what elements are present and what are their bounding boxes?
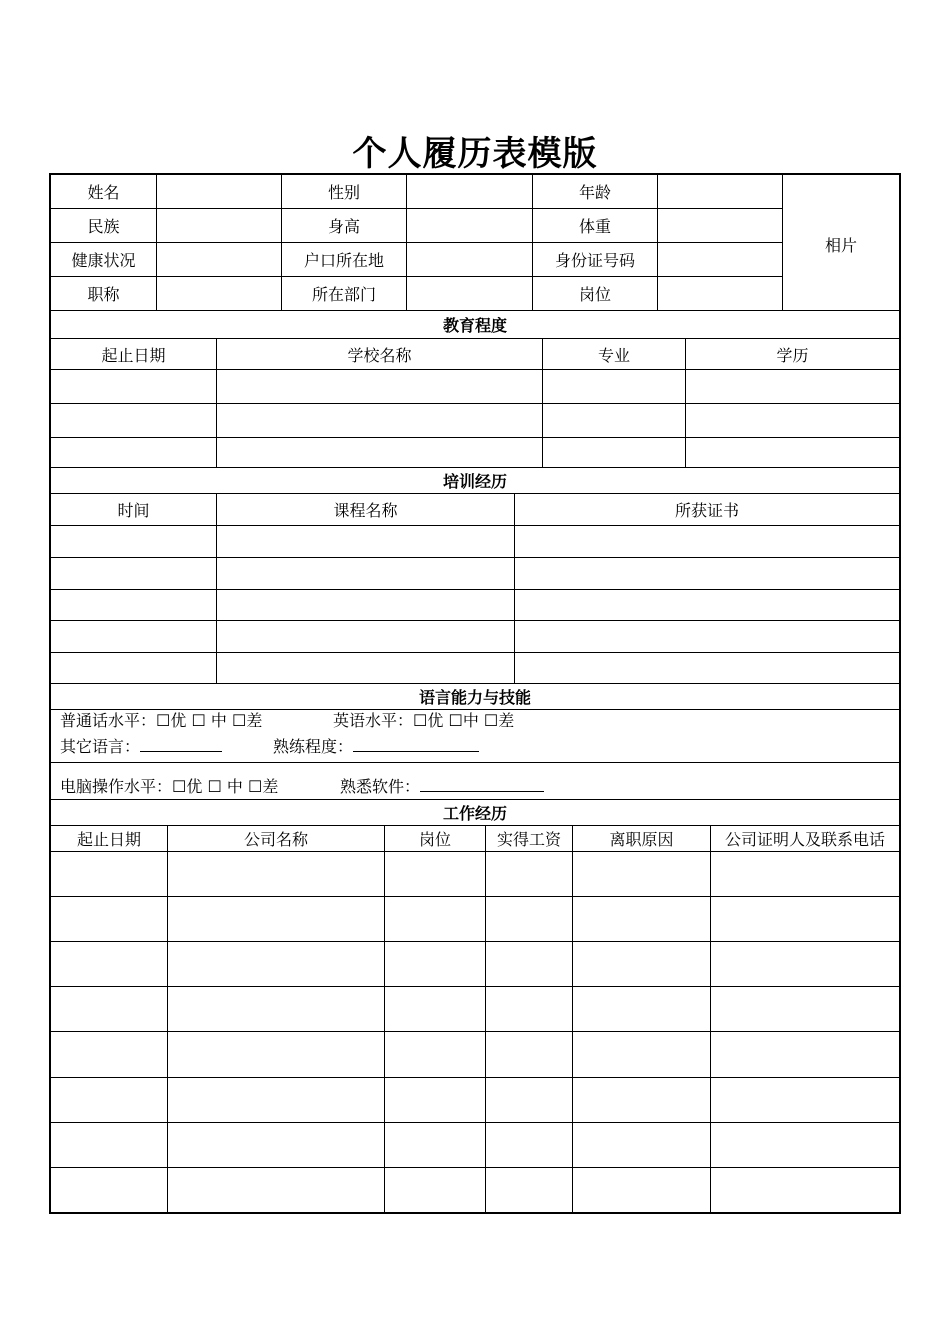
edu-header-school: 学校名称 xyxy=(347,345,412,365)
gender-field[interactable] xyxy=(407,175,532,208)
table-row[interactable] xyxy=(51,558,899,589)
option-label: 差 xyxy=(498,711,515,730)
work-header-company: 公司名称 xyxy=(243,830,308,849)
software-row xyxy=(340,777,544,797)
checkbox[interactable]: ☐ xyxy=(448,711,463,730)
table-row[interactable] xyxy=(51,590,899,620)
weight-field[interactable] xyxy=(658,209,782,242)
id-number-field[interactable] xyxy=(658,243,782,276)
option-label: 差 xyxy=(246,711,263,730)
section-work: 工作经历 xyxy=(442,804,507,823)
table-row[interactable] xyxy=(51,526,899,557)
option-label: 中 xyxy=(226,777,243,796)
checkbox[interactable]: ☐ xyxy=(483,711,499,730)
work-header-position: 岗位 xyxy=(418,830,451,849)
photo-label: 相片 xyxy=(824,236,857,255)
table-row[interactable] xyxy=(51,653,899,683)
checkbox[interactable]: ☐ xyxy=(207,777,222,796)
health-field[interactable] xyxy=(157,243,281,276)
photo-box[interactable] xyxy=(783,175,899,310)
work-header-leave-reason: 离职原因 xyxy=(609,830,674,849)
work-header-salary: 实得工资 xyxy=(496,830,561,849)
checkbox[interactable]: ☐ xyxy=(413,711,428,730)
table-row[interactable] xyxy=(51,1168,899,1212)
table-row[interactable] xyxy=(51,370,899,403)
checkbox[interactable]: ☐ xyxy=(248,777,263,796)
table-row[interactable] xyxy=(51,621,899,652)
checkbox[interactable]: ☐ xyxy=(156,711,171,730)
label-ethnicity: 民族 xyxy=(87,217,120,236)
height-field[interactable] xyxy=(407,209,532,242)
table-row[interactable] xyxy=(51,942,899,986)
label-health: 健康状况 xyxy=(71,251,136,270)
checkbox[interactable]: ☐ xyxy=(191,711,206,730)
section-language: 语言能力与技能 xyxy=(418,688,531,707)
mandarin-label: 普通话水平： xyxy=(60,711,157,730)
option-label: 优 xyxy=(427,711,444,730)
section-education: 教育程度 xyxy=(442,316,507,335)
edu-header-dates: 起止日期 xyxy=(101,345,166,365)
checkbox[interactable]: ☐ xyxy=(172,777,187,796)
option-label: 优 xyxy=(186,777,203,796)
computer-row xyxy=(60,777,278,797)
label-gender: 性别 xyxy=(327,183,360,202)
other-language-row xyxy=(60,737,222,757)
work-header-dates: 起止日期 xyxy=(76,830,141,849)
hukou-field[interactable] xyxy=(407,243,532,276)
section-training: 培训经历 xyxy=(442,472,507,491)
english-row xyxy=(333,711,514,731)
table-row[interactable] xyxy=(51,897,899,941)
work-header-reference: 公司证明人及联系电话 xyxy=(724,830,885,849)
table-row[interactable] xyxy=(51,1032,899,1077)
resume-form xyxy=(49,173,901,1214)
table-row[interactable] xyxy=(51,987,899,1031)
ethnicity-field[interactable] xyxy=(157,209,281,242)
label-age: 年龄 xyxy=(578,183,611,202)
software-label: 熟悉软件： xyxy=(340,777,421,796)
table-row[interactable] xyxy=(51,1078,899,1122)
train-header-certificate: 所获证书 xyxy=(674,501,739,520)
proficiency-input[interactable] xyxy=(353,737,479,752)
name-field[interactable] xyxy=(157,175,281,208)
label-id-number: 身份证号码 xyxy=(554,251,635,270)
label-name: 姓名 xyxy=(87,183,120,202)
mandarin-row xyxy=(60,711,262,731)
proficiency-row xyxy=(273,737,479,757)
label-department: 所在部门 xyxy=(311,285,376,304)
other-language-label: 其它语言： xyxy=(60,737,141,756)
department-field[interactable] xyxy=(407,277,532,310)
table-row[interactable] xyxy=(51,438,899,467)
option-label: 优 xyxy=(170,711,187,730)
computer-label: 电脑操作水平： xyxy=(60,777,173,796)
train-header-time: 时间 xyxy=(117,501,150,520)
other-language-input[interactable] xyxy=(140,737,222,752)
table-row[interactable] xyxy=(51,1123,899,1167)
label-height: 身高 xyxy=(327,217,360,236)
table-row[interactable] xyxy=(51,852,899,896)
label-hukou: 户口所在地 xyxy=(303,251,384,270)
option-label: 中 xyxy=(462,711,479,730)
software-input[interactable] xyxy=(420,777,544,792)
table-row[interactable] xyxy=(51,404,899,437)
position-field[interactable] xyxy=(658,277,782,310)
checkbox[interactable]: ☐ xyxy=(232,711,247,730)
label-position: 岗位 xyxy=(578,285,611,304)
edu-header-major: 专业 xyxy=(597,345,630,365)
train-header-course: 课程名称 xyxy=(333,501,398,520)
edu-header-degree: 学历 xyxy=(776,345,809,365)
proficiency-label: 熟练程度： xyxy=(273,737,354,756)
option-label: 中 xyxy=(210,711,227,730)
label-weight: 体重 xyxy=(578,217,611,236)
english-label: 英语水平： xyxy=(333,711,414,730)
option-label: 差 xyxy=(262,777,279,796)
job-title-field[interactable] xyxy=(157,277,281,310)
age-field[interactable] xyxy=(658,175,782,208)
label-job-title: 职称 xyxy=(87,285,120,304)
page-title: 个人履历表模版 xyxy=(352,134,598,174)
